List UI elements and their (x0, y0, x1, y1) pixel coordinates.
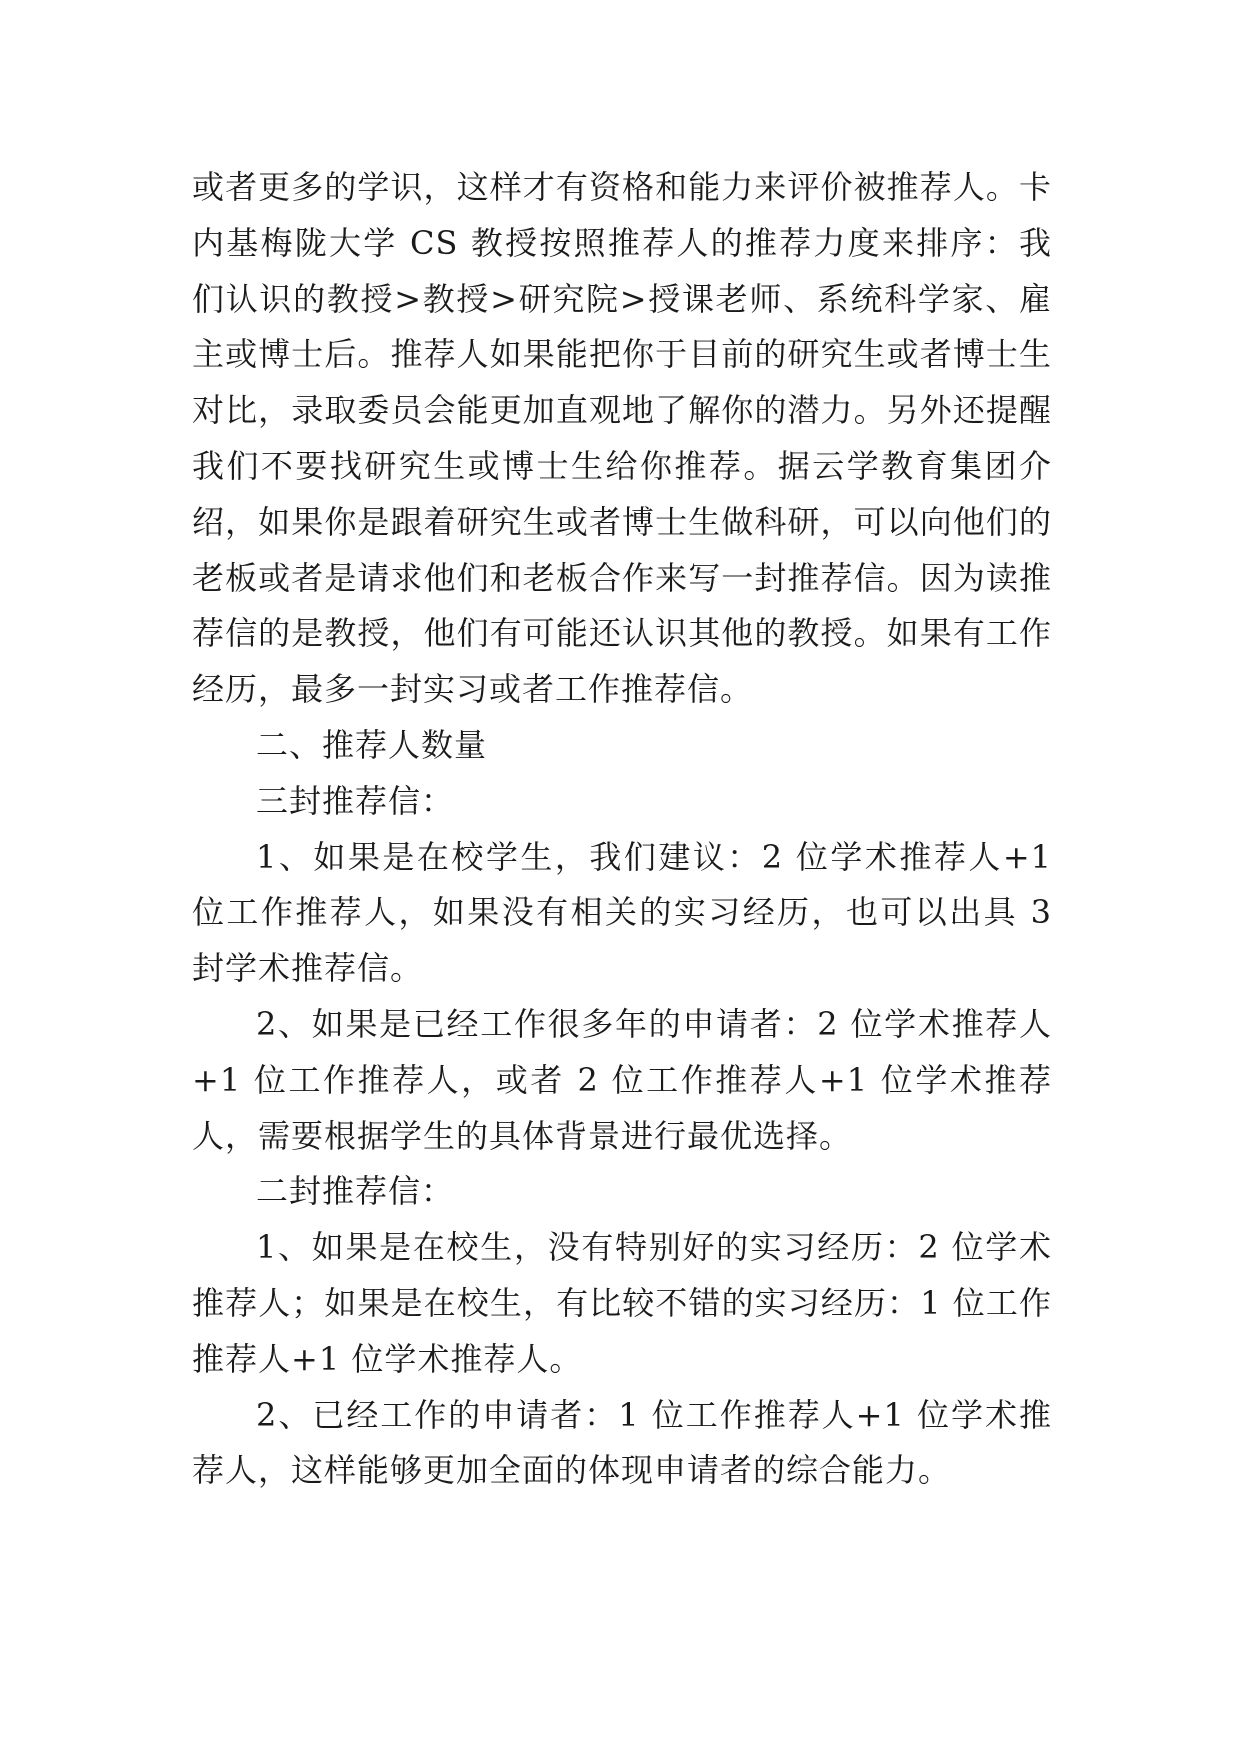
subheading-three-letters: 三封推荐信： (256, 781, 455, 820)
section-heading-recommender-count: 二、推荐人数量 (256, 725, 488, 764)
list-item-three-letters-1: 1、如果是在校学生，我们建议：2 位学术推荐人+1 位工作推荐人，如果没有相关的实习经历，也可以出具 3 封学术推荐信。 (192, 837, 1052, 988)
list-item-two-letters-1: 1、如果是在校生，没有特别好的实习经历：2 位学术推荐人；如果是在校生，有比较不错的实习经历：1 位工作推荐人+1 位学术推荐人。 (192, 1228, 1052, 1378)
body-paragraph-continuation: 或者更多的学识，这样才有资格和能力来评价被推荐人。卡内基梅陇大学 CS 教授按照推荐人的推荐力度来排序：我们认识的教授>教授>研究院>授课老师、系统科学家、雇主或博士后。推荐人如果能把你于目前的研究生或者博士生对比，录取委员会能更加直观地了解你的潜力。另外还提醒我们不要找研究生或博士生给你推荐。据云学教育集团介绍，如果你是跟着研究生或者博士生做科研，可以向他们的老板或者是请求他们和老板合作来写一封推荐信。因为读推荐信的是教授，他们有可能还认识其他的教授。如果有工作经历，最多一封实习或者工作推荐信。 (192, 168, 1052, 709)
document-page (192, 160, 1052, 1499)
list-item-three-letters-2: 2、如果是已经工作很多年的申请者：2 位学术推荐人+1 位工作推荐人，或者 2 位工作推荐人+1 位学术推荐人，需要根据学生的具体背景进行最优选择。 (192, 1004, 1052, 1155)
list-item-two-letters-2: 2、已经工作的申请者：1 位工作推荐人+1 位学术推荐人，这样能够更加全面的体现申请者的综合能力。 (192, 1395, 1052, 1490)
subheading-two-letters: 二封推荐信： (256, 1172, 455, 1211)
